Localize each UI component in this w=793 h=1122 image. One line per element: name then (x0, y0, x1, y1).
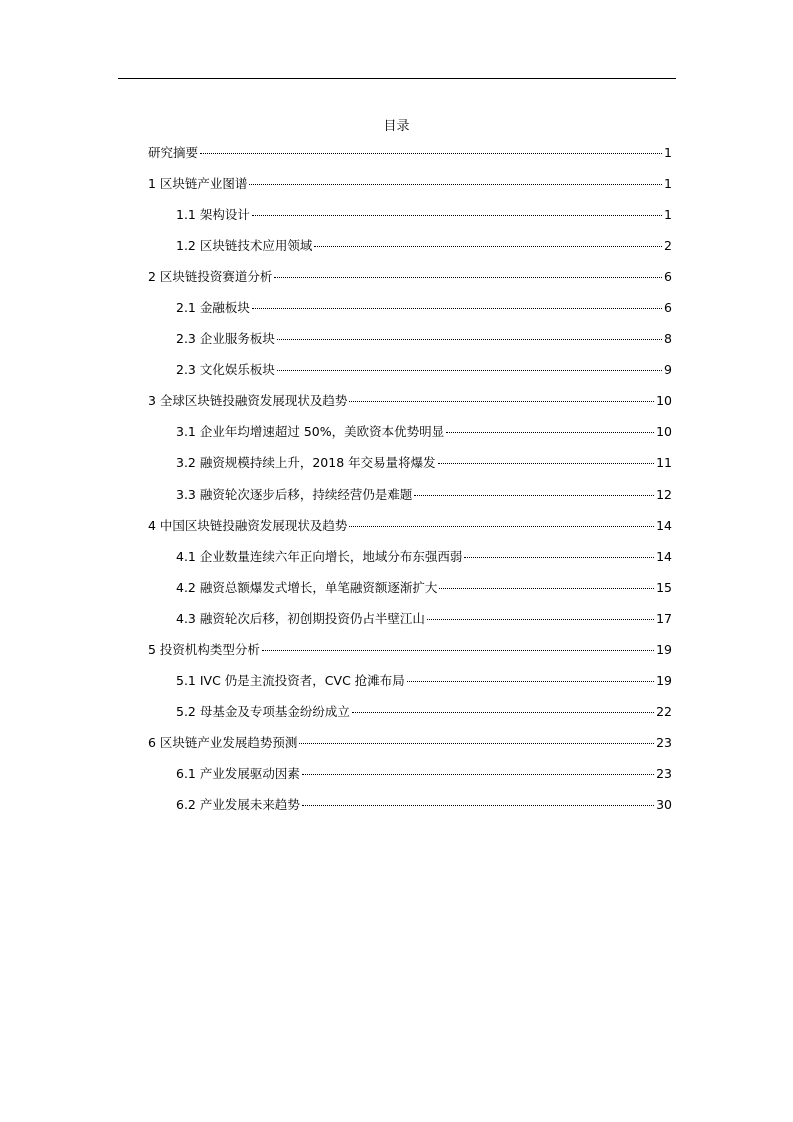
toc-entry-label: 4.3 融资轮次后移，初创期投资仍占半壁江山 (176, 610, 425, 626)
toc-entry[interactable] (148, 579, 672, 610)
toc-entry[interactable] (148, 423, 672, 454)
toc-entry-page-number: 10 (656, 424, 672, 440)
toc-dot-leader (252, 308, 662, 309)
toc-entry-label: 6.1 产业发展驱动因素 (176, 765, 300, 781)
toc-dot-leader (407, 681, 654, 682)
toc-entry-label: 4.2 融资总额爆发式增长，单笔融资额逐渐扩大 (176, 579, 438, 595)
toc-entry-label: 5.1 IVC 仍是主流投资者，CVC 抢滩布局 (176, 672, 405, 688)
toc-entry[interactable] (148, 454, 672, 485)
toc-entry[interactable] (148, 268, 672, 299)
toc-entry-label: 4.1 企业数量连续六年正向增长，地域分布东强西弱 (176, 548, 463, 564)
toc-dot-leader (277, 370, 662, 371)
toc-dot-leader (349, 401, 654, 402)
toc-entry-page-number: 19 (656, 672, 672, 688)
toc-dot-leader (302, 774, 654, 775)
toc-entry-label: 2.1 金融板块 (176, 300, 250, 316)
toc-entry[interactable] (148, 206, 672, 237)
toc-entry-page-number: 22 (656, 703, 672, 719)
toc-dot-leader (438, 463, 654, 464)
toc-dot-leader (252, 215, 662, 216)
header-rule (118, 78, 676, 79)
toc-entry[interactable] (148, 392, 672, 423)
toc-dot-leader (349, 526, 654, 527)
toc-entry[interactable] (148, 672, 672, 703)
toc-entry[interactable] (148, 703, 672, 734)
toc-entry-page-number: 1 (664, 176, 672, 192)
toc-entry-label: 6.2 产业发展未来趋势 (176, 796, 300, 812)
table-of-contents (148, 144, 672, 827)
toc-entry[interactable] (148, 175, 672, 206)
toc-entry-page-number: 12 (656, 486, 672, 502)
toc-entry[interactable] (148, 548, 672, 579)
toc-entry-label: 3 全球区块链投融资发展现状及趋势 (148, 393, 348, 409)
toc-entry-page-number: 19 (656, 641, 672, 657)
toc-entry-page-number: 23 (656, 734, 672, 750)
toc-entry-label: 5.2 母基金及专项基金纷纷成立 (176, 703, 350, 719)
toc-entry-label: 4 中国区块链投融资发展现状及趋势 (148, 517, 348, 533)
toc-entry-page-number: 30 (656, 796, 672, 812)
toc-entry-page-number: 8 (664, 331, 672, 347)
toc-dot-leader (262, 650, 654, 651)
toc-entry[interactable] (148, 361, 672, 392)
toc-entry[interactable] (148, 330, 672, 361)
toc-entry-label: 6 区块链产业发展趋势预测 (148, 734, 298, 750)
toc-entry[interactable] (148, 610, 672, 641)
toc-entry-label: 3.3 融资轮次逐步后移，持续经营仍是难题 (176, 486, 413, 502)
toc-entry-page-number: 17 (656, 610, 672, 626)
toc-entry-label: 2.3 文化娱乐板块 (176, 362, 275, 378)
toc-entry[interactable] (148, 299, 672, 330)
toc-entry-label: 1.1 架构设计 (176, 207, 250, 223)
toc-entry-page-number: 14 (656, 517, 672, 533)
toc-title: 目录 (383, 119, 410, 134)
toc-dot-leader (277, 339, 662, 340)
toc-dot-leader (299, 743, 654, 744)
toc-dot-leader (302, 805, 654, 806)
toc-entry-page-number: 1 (664, 145, 672, 160)
toc-entry-label: 3.1 企业年均增速超过 50%，美欧资本优势明显 (176, 424, 445, 440)
toc-entry-page-number: 15 (656, 579, 672, 595)
toc-entry-label: 1 区块链产业图谱 (148, 176, 248, 192)
toc-dot-leader (439, 588, 654, 589)
toc-entry[interactable] (148, 734, 672, 765)
toc-entry-label: 5 投资机构类型分析 (148, 641, 260, 657)
toc-dot-leader (200, 153, 662, 154)
toc-entry[interactable] (148, 486, 672, 517)
toc-entry[interactable] (148, 796, 672, 827)
toc-dot-leader (249, 184, 662, 185)
toc-dot-leader (274, 277, 662, 278)
toc-entry-page-number: 14 (656, 548, 672, 564)
toc-entry[interactable] (148, 144, 672, 175)
toc-entry-label: 研究摘要 (148, 145, 199, 160)
toc-entry-label: 2 区块链投资赛道分析 (148, 269, 273, 285)
toc-entry-page-number: 1 (664, 207, 672, 223)
toc-entry-label: 3.2 融资规模持续上升，2018 年交易量将爆发 (176, 455, 436, 471)
toc-entry-page-number: 11 (656, 455, 672, 471)
toc-entry-page-number: 23 (656, 765, 672, 781)
toc-entry-page-number: 6 (664, 269, 672, 285)
toc-entry-page-number: 10 (656, 393, 672, 409)
toc-entry-page-number: 9 (664, 362, 672, 378)
toc-entry[interactable] (148, 765, 672, 796)
toc-entry[interactable] (148, 237, 672, 268)
toc-dot-leader (352, 712, 654, 713)
toc-entry-label: 2.3 企业服务板块 (176, 331, 275, 347)
toc-entry[interactable] (148, 517, 672, 548)
toc-dot-leader (414, 495, 654, 496)
toc-dot-leader (464, 557, 654, 558)
toc-entry-page-number: 2 (664, 238, 672, 254)
toc-dot-leader (446, 432, 654, 433)
toc-dot-leader (314, 246, 662, 247)
toc-entry[interactable] (148, 641, 672, 672)
toc-entry-page-number: 6 (664, 300, 672, 316)
toc-dot-leader (427, 619, 654, 620)
toc-entry-label: 1.2 区块链技术应用领域 (176, 238, 313, 254)
